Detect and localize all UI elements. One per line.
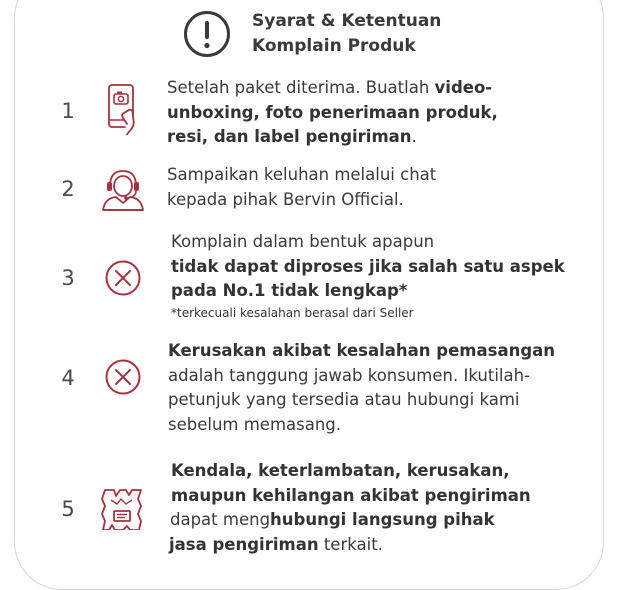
customer-service-icon: [100, 166, 146, 212]
step-number-5: 5: [61, 497, 75, 521]
step-4-line-3: petunjuk yang tersedia atau hubungi kami: [168, 390, 520, 409]
step-5-line-3-bold: hubungi langsung pihak: [270, 510, 495, 529]
step-number-3: 3: [61, 266, 75, 290]
exclamation-circle-icon: [183, 10, 231, 58]
step-2-text: [167, 163, 436, 212]
title-line-2: Komplain Produk: [252, 36, 416, 56]
step-number-2: 2: [61, 177, 75, 201]
step-2-line-2: kepada pihak Bervin Official.: [167, 189, 404, 209]
step-3-line-2-bold: tidak dapat diproses jika salah satu aspek: [171, 256, 565, 276]
step-number-1: 1: [61, 99, 75, 123]
step-4-line-4: sebelum memasang.: [168, 414, 342, 434]
step-1-line-2-bold: unboxing, foto penerimaan produk,: [167, 102, 498, 122]
x-circle-icon: [104, 358, 142, 396]
step-2-line-1: Sampaikan keluhan melalui chat: [167, 165, 437, 184]
step-5-text: [171, 459, 531, 557]
step-5-line-2-bold: maupun kehilangan akibat pengiriman: [171, 485, 531, 505]
step-4-line-1-bold: Kerusakan akibat kesalahan pemasangan: [168, 341, 556, 360]
damaged-package-icon: [101, 486, 145, 530]
step-5-line-3: dapat meng: [170, 510, 271, 529]
page-title: [252, 9, 441, 59]
step-5-line-4-bold: jasa pengiriman: [169, 534, 319, 554]
title-line-1: Syarat & Ketentuan: [252, 11, 442, 31]
step-3-note: *terkecuali kesalahan berasal dari Seller: [171, 305, 414, 320]
step-1-text: [167, 76, 498, 150]
step-3-line-1: Komplain dalam bentuk apapun: [171, 232, 435, 251]
step-1-line-3-bold: resi, dan label pengiriman: [167, 127, 412, 146]
step-5-line-4: terkait.: [318, 534, 383, 554]
phone-camera-icon: [102, 82, 142, 138]
step-1-line-1-bold: video-: [434, 78, 493, 97]
step-4-text: [168, 339, 555, 437]
step-1-line-3: .: [411, 127, 417, 146]
step-3-line-3-bold: pada No.1 tidak lengkap*: [171, 281, 408, 300]
step-4-line-2: adalah tanggung jawab konsumen. Ikutilah-: [168, 365, 531, 385]
step-5-line-1-bold: Kendala, keterlambatan, kerusakan,: [171, 461, 510, 480]
step-1-line-1: Setelah paket diterima. Buatlah: [167, 78, 435, 97]
x-circle-icon: [104, 259, 142, 297]
step-number-4: 4: [61, 366, 75, 390]
step-3-text: [171, 230, 565, 322]
